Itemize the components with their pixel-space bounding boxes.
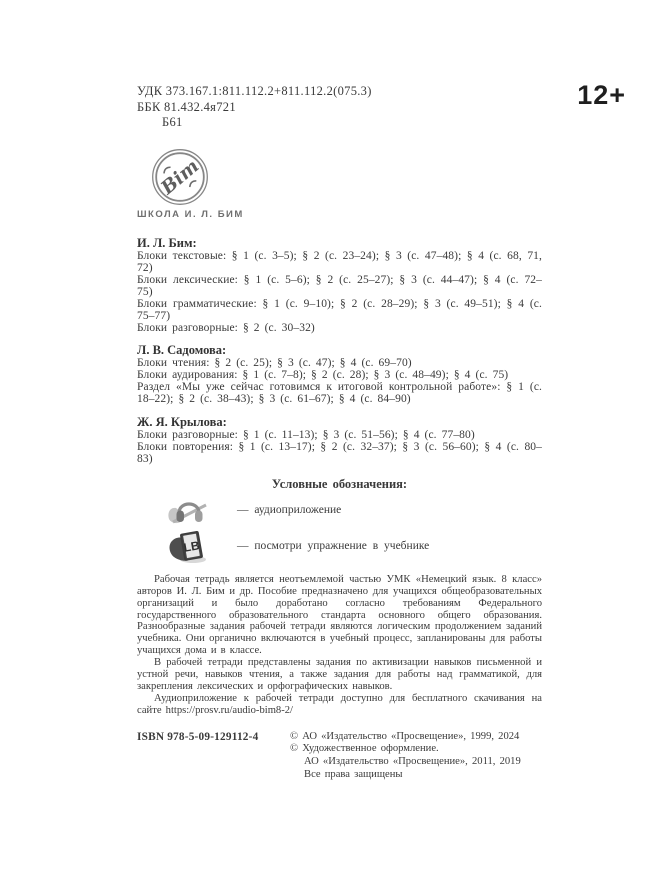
copyright-line: АО «Издательство «Просвещение», 2011, 2019: [304, 756, 521, 768]
author-entry: Блоки текстовые: § 1 (с. 3–5); § 2 (с. 23–24); § 3 (с. 47–48); § 4 (с. 68, 71, 72): [137, 249, 542, 274]
legend-title: Условные обозначения:: [271, 476, 408, 491]
copyright-block: [290, 731, 521, 782]
author-section-krylova: [137, 415, 542, 465]
copyright-line: © АО «Издательство «Просвещение», 1999, 2024: [290, 730, 520, 742]
book-code: Б61: [162, 115, 183, 129]
author-entry: Блоки разговорные: § 1 (с. 11–13); § 3 (с. 51–56); § 4 (с. 77–80): [137, 428, 475, 441]
author-entry: Блоки лексические: § 1 (с. 5–6); § 2 (с. 25–27); § 3 (с. 44–47); § 4 (с. 72–75): [137, 273, 542, 298]
logo-monogram: Bim: [157, 155, 204, 199]
copyright-line: Все права защищены: [304, 769, 403, 781]
headphones-icon: [167, 495, 211, 526]
author-entry: Блоки повторения: § 1 (с. 13–17); § 2 (с. 32–37); § 3 (с. 56–60); § 4 (с. 80–83): [137, 440, 542, 465]
legend-label: — посмотри упражнение в учебнике: [237, 540, 430, 553]
author-entry: Блоки грамматические: § 1 (с. 9–10); § 2 (с. 28–29); § 3 (с. 49–51); § 4 (с. 75–77): [137, 297, 542, 322]
author-name: Ж. Я. Крылова:: [137, 414, 227, 429]
symbols-legend: [137, 477, 542, 564]
author-entry: Блоки разговорные: § 2 (с. 30–32): [137, 322, 315, 335]
textbook-icon-label: LB: [182, 538, 201, 555]
page-content: [137, 84, 542, 782]
textbook-icon: [167, 529, 211, 564]
author-name: Л. В. Садомова:: [137, 343, 227, 358]
authors-contributions: [137, 236, 542, 465]
author-section-sadomova: [137, 343, 542, 405]
author-entry: Раздел «Мы уже сейчас готовимся к итоговой контрольной работе»: § 1 (с. 18–22); § 2 (с. 38–43); § 3 (с. 61–67); § 4 (с. 84–90): [137, 381, 542, 406]
author-name: И. Л. Бим:: [137, 235, 197, 250]
legend-item-audio: [137, 495, 542, 526]
publisher-logo-block: [137, 148, 542, 220]
udk-line: УДК 373.167.1:811.112.2+811.112.2(075.3): [137, 84, 372, 98]
author-section-bim: [137, 236, 542, 335]
imprint-block: [137, 731, 542, 782]
age-rating-badge: 12+: [577, 80, 626, 110]
legend-item-textbook: [137, 529, 542, 564]
legend-label: — аудиоприложение: [237, 504, 342, 517]
author-entry: Блоки чтения: § 2 (с. 25); § 3 (с. 47); § 4 (с. 69–70): [137, 357, 412, 370]
bbk-line: ББК 81.432.4я721: [137, 99, 236, 114]
copyright-line: © Художественное оформление.: [290, 743, 439, 755]
annotation-text: [137, 574, 542, 717]
annotation-paragraph: Аудиоприложение к рабочей тетради доступно для бесплатного скачивания на сайте https://prosv.ru/audio-bim8-2/: [137, 692, 542, 716]
annotation-paragraph: В рабочей тетради представлены задания по активизации навыков письменной и устной речи, навыков чтения, а также задания для работы над грамматикой, для закрепления лексических и орфографических навыков.: [137, 657, 542, 692]
isbn: ISBN 978-5-09-129112-4: [137, 730, 259, 743]
author-entry: Блоки аудирования: § 1 (с. 7–8); § 2 (с. 28); § 3 (с. 48–49); § 4 (с. 75): [137, 369, 509, 382]
bim-school-logo-icon: [151, 148, 209, 206]
logo-caption: ШКОЛА И. Л. БИМ: [137, 208, 244, 220]
catalog-codes: [137, 84, 542, 131]
annotation-paragraph: Рабочая тетрадь является неотъемлемой частью УМК «Немецкий язык. 8 класс» авторов И. Л. Бим и др. Пособие предназначено для учащихся общеобразовательных организаций и было доработано согласно требованиям Федерального государственного образовательного стандарта основного общего образования. Разнообразные задания рабочей тетради являются логическим продолжением заданий учебника. Они органично включаются в учебный процесс, запланированы для работы учащихся дома и в классе.: [137, 573, 542, 657]
